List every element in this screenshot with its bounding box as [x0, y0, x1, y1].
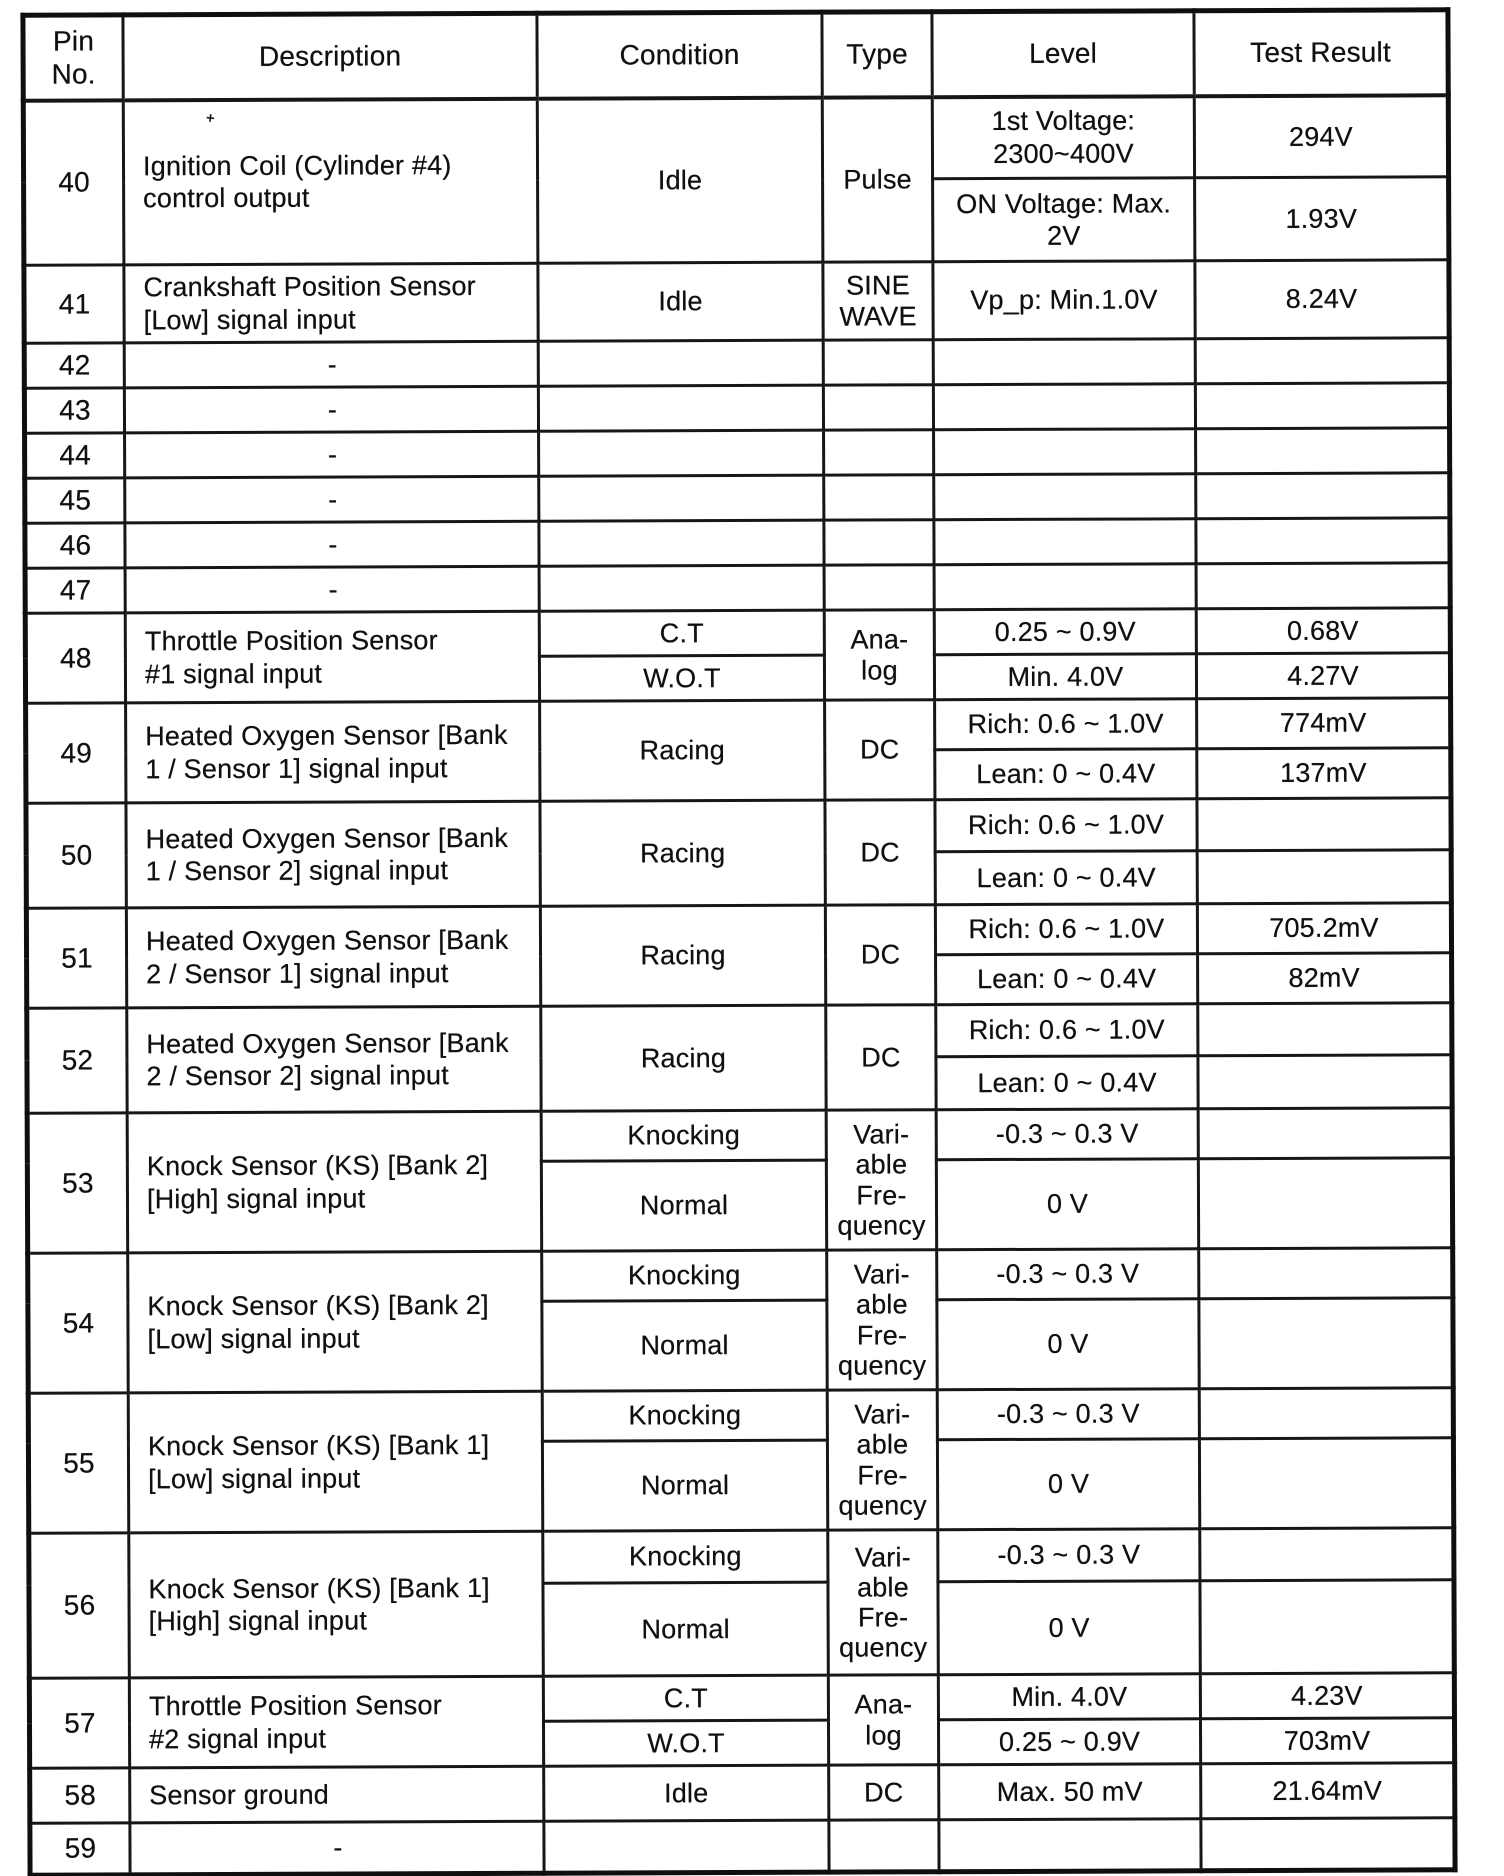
- description-cell-41: Crankshaft Position Sensor [Low] signal input: [124, 263, 538, 343]
- row-55: [28, 1388, 1453, 1443]
- result-cell-42: [1195, 338, 1449, 384]
- level-cell-47: [934, 564, 1196, 610]
- level-cell-48-1: 0.25 ~ 0.9V: [934, 609, 1196, 655]
- type-cell-43: [823, 385, 933, 430]
- pin-cell-51: 51: [26, 908, 126, 1008]
- scan-artifact-mark: +: [205, 109, 216, 128]
- condition-cell-55-2: Normal: [542, 1440, 827, 1531]
- row-53: [27, 1108, 1452, 1163]
- level-cell-51-1: Rich: 0.6 ~ 1.0V: [935, 904, 1197, 955]
- pin-cell-54: 54: [28, 1253, 129, 1393]
- level-cell-55-2: 0 V: [937, 1439, 1199, 1530]
- row-59: [30, 1818, 1455, 1875]
- pin-cell-43: 43: [24, 388, 124, 433]
- type-cell-47: [824, 565, 934, 610]
- row-50: [26, 798, 1451, 855]
- row-45: [25, 473, 1450, 523]
- level-cell-51-2: Lean: 0 ~ 0.4V: [936, 954, 1198, 1005]
- level-cell-40-2: ON Voltage: Max. 2V: [933, 178, 1195, 262]
- condition-cell-42: [538, 340, 823, 386]
- row-44: [25, 428, 1450, 478]
- pin-cell-45: 45: [25, 478, 125, 523]
- type-cell-55: Vari- able Fre- quency: [827, 1390, 938, 1530]
- row-42: [24, 338, 1449, 388]
- pin-cell-46: 46: [25, 523, 125, 568]
- type-cell-49: DC: [825, 700, 935, 800]
- result-cell-54-1: [1199, 1248, 1453, 1299]
- level-cell-54-1: -0.3 ~ 0.3 V: [937, 1249, 1199, 1300]
- column-header-pin-no: Pin No.: [23, 15, 123, 100]
- column-header-description: Description: [123, 13, 537, 100]
- result-cell-51-1: 705.2mV: [1197, 903, 1451, 954]
- pin-voltage-table: [20, 7, 1457, 1876]
- level-cell-54-2: 0 V: [937, 1299, 1199, 1390]
- description-cell-53: Knock Sensor (KS) [Bank 2] [High] signal input: [127, 1111, 542, 1253]
- level-cell-50-1: Rich: 0.6 ~ 1.0V: [935, 799, 1197, 852]
- level-cell-59: [939, 1819, 1201, 1872]
- condition-cell-48-1: C.T: [539, 610, 824, 656]
- condition-cell-43: [538, 385, 823, 431]
- result-cell-47: [1196, 563, 1450, 609]
- row-46: [25, 518, 1450, 568]
- condition-cell-54-2: Normal: [542, 1300, 827, 1391]
- level-cell-52-1: Rich: 0.6 ~ 1.0V: [936, 1004, 1198, 1057]
- type-cell-52: DC: [826, 1005, 936, 1110]
- level-cell-45: [934, 474, 1196, 520]
- type-cell-44: [824, 430, 934, 475]
- condition-cell-44: [539, 430, 824, 476]
- level-cell-56-1: -0.3 ~ 0.3 V: [938, 1529, 1200, 1582]
- description-cell-46: -: [125, 521, 539, 568]
- result-cell-41: 8.24V: [1195, 260, 1449, 339]
- row-54: [28, 1248, 1453, 1303]
- result-cell-40-1: 294V: [1194, 95, 1448, 178]
- result-cell-59: [1201, 1818, 1455, 1871]
- description-cell-50: Heated Oxygen Sensor [Bank 1 / Sensor 2] signal input: [126, 801, 540, 908]
- condition-cell-53-1: Knocking: [541, 1110, 826, 1161]
- condition-cell-59: [544, 1820, 829, 1873]
- description-cell-42: -: [124, 341, 538, 388]
- description-cell-40: Ignition Coil (Cylinder #4) control output: [123, 98, 538, 265]
- result-cell-46: [1196, 518, 1450, 564]
- condition-cell-58: Idle: [544, 1765, 829, 1821]
- row-56: [29, 1528, 1454, 1585]
- row-48: [25, 608, 1450, 658]
- result-cell-48-2: 4.27V: [1196, 653, 1450, 699]
- pin-cell-49: 49: [26, 703, 126, 803]
- result-cell-50-2: [1197, 850, 1451, 904]
- column-header-type: Type: [822, 12, 932, 97]
- row-49: [26, 698, 1451, 753]
- condition-cell-50: Racing: [540, 800, 825, 906]
- pin-cell-48: 48: [25, 613, 125, 703]
- condition-cell-57-1: C.T: [543, 1675, 828, 1721]
- type-cell-46: [824, 520, 934, 565]
- condition-cell-51: Racing: [540, 905, 825, 1006]
- description-cell-48: Throttle Position Sensor #1 signal input: [125, 611, 539, 703]
- pin-cell-59: 59: [30, 1823, 130, 1875]
- row-41: [24, 260, 1449, 343]
- condition-cell-49: Racing: [540, 700, 825, 801]
- description-cell-45: -: [125, 476, 539, 523]
- result-cell-56-1: [1200, 1528, 1454, 1581]
- pin-cell-42: 42: [24, 343, 124, 388]
- description-cell-59: -: [130, 1821, 544, 1875]
- pin-cell-40: 40: [23, 100, 124, 265]
- level-cell-40-1: 1st Voltage: 2300~400V: [932, 96, 1194, 179]
- type-cell-48: Ana- log: [824, 610, 934, 700]
- condition-cell-41: Idle: [538, 262, 823, 341]
- description-cell-51: Heated Oxygen Sensor [Bank 2 / Sensor 1] signal input: [126, 906, 540, 1008]
- type-cell-40: Pulse: [822, 97, 933, 262]
- description-cell-58: Sensor ground: [130, 1766, 544, 1823]
- level-cell-42: [933, 339, 1195, 385]
- result-cell-53-2: [1198, 1158, 1452, 1249]
- pin-cell-55: 55: [28, 1393, 129, 1533]
- level-cell-57-2: 0.25 ~ 0.9V: [938, 1719, 1200, 1765]
- condition-cell-55-1: Knocking: [542, 1390, 827, 1441]
- condition-cell-40: Idle: [537, 97, 823, 263]
- column-header-test-result: Test Result: [1194, 10, 1448, 96]
- result-cell-55-2: [1199, 1438, 1453, 1529]
- condition-cell-56-1: Knocking: [543, 1530, 828, 1583]
- result-cell-49-2: 137mV: [1197, 748, 1451, 799]
- row-51: [26, 903, 1451, 958]
- type-cell-41: SINE WAVE: [823, 262, 933, 340]
- pin-cell-44: 44: [25, 433, 125, 478]
- condition-cell-57-2: W.O.T: [543, 1720, 828, 1766]
- pin-cell-52: 52: [27, 1008, 127, 1113]
- result-cell-51-2: 82mV: [1198, 953, 1452, 1004]
- condition-cell-46: [539, 520, 824, 566]
- description-cell-43: -: [124, 386, 538, 433]
- pin-cell-53: 53: [27, 1113, 128, 1253]
- description-cell-57: Throttle Position Sensor #2 signal input: [129, 1676, 543, 1768]
- result-cell-49-1: 774mV: [1197, 698, 1451, 749]
- row-40: [23, 95, 1448, 182]
- level-cell-43: [933, 384, 1195, 430]
- result-cell-44: [1196, 428, 1450, 474]
- level-cell-52-2: Lean: 0 ~ 0.4V: [936, 1056, 1198, 1110]
- level-cell-56-2: 0 V: [938, 1581, 1200, 1675]
- condition-cell-47: [539, 565, 824, 611]
- pin-cell-50: 50: [26, 803, 126, 908]
- row-58: [30, 1763, 1455, 1823]
- description-cell-54: Knock Sensor (KS) [Bank 2] [Low] signal input: [128, 1251, 543, 1393]
- result-cell-52-2: [1198, 1055, 1452, 1109]
- result-cell-52-1: [1198, 1003, 1452, 1056]
- column-header-level: Level: [932, 11, 1194, 97]
- column-header-condition: Condition: [537, 12, 822, 98]
- type-cell-57: Ana- log: [828, 1675, 938, 1765]
- result-cell-43: [1195, 383, 1449, 429]
- type-cell-51: DC: [825, 905, 935, 1005]
- type-cell-59: [829, 1820, 939, 1872]
- condition-cell-54-1: Knocking: [542, 1250, 827, 1301]
- level-cell-46: [934, 519, 1196, 565]
- level-cell-44: [934, 429, 1196, 475]
- type-cell-42: [823, 340, 933, 385]
- level-cell-41: Vp_p: Min.1.0V: [933, 261, 1195, 340]
- description-cell-52: Heated Oxygen Sensor [Bank 2 / Sensor 2] signal input: [127, 1006, 541, 1113]
- type-cell-54: Vari- able Fre- quency: [827, 1250, 938, 1390]
- result-cell-50-1: [1197, 798, 1451, 851]
- condition-cell-53-2: Normal: [541, 1160, 826, 1251]
- pin-cell-41: 41: [24, 265, 124, 343]
- result-cell-55-1: [1199, 1388, 1453, 1439]
- pin-cell-56: 56: [29, 1533, 130, 1678]
- description-cell-47: -: [125, 566, 539, 613]
- type-cell-56: Vari- able Fre- quency: [828, 1530, 939, 1675]
- pin-cell-57: 57: [29, 1678, 129, 1768]
- level-cell-53-1: -0.3 ~ 0.3 V: [936, 1109, 1198, 1160]
- result-cell-56-2: [1200, 1580, 1454, 1674]
- result-cell-57-2: 703mV: [1200, 1718, 1454, 1764]
- level-cell-50-2: Lean: 0 ~ 0.4V: [935, 851, 1197, 905]
- level-cell-49-1: Rich: 0.6 ~ 1.0V: [935, 699, 1197, 750]
- level-cell-55-1: -0.3 ~ 0.3 V: [937, 1389, 1199, 1440]
- type-cell-50: DC: [825, 800, 935, 905]
- type-cell-53: Vari- able Fre- quency: [826, 1110, 937, 1250]
- level-cell-58: Max. 50 mV: [939, 1764, 1201, 1820]
- level-cell-57-1: Min. 4.0V: [938, 1674, 1200, 1720]
- row-57: [29, 1673, 1454, 1723]
- result-cell-53-1: [1198, 1108, 1452, 1159]
- row-43: [24, 383, 1449, 433]
- description-cell-49: Heated Oxygen Sensor [Bank 1 / Sensor 1] signal input: [126, 701, 540, 803]
- result-cell-58: 21.64mV: [1201, 1763, 1455, 1819]
- result-cell-48-1: 0.68V: [1196, 608, 1450, 654]
- row-47: [25, 563, 1450, 613]
- description-cell-44: -: [125, 431, 539, 478]
- row-52: [27, 1003, 1452, 1060]
- condition-cell-48-2: W.O.T: [539, 655, 824, 701]
- condition-cell-52: Racing: [541, 1005, 826, 1111]
- header-row: [23, 10, 1448, 100]
- result-cell-57-1: 4.23V: [1200, 1673, 1454, 1719]
- condition-cell-45: [539, 475, 824, 521]
- result-cell-54-2: [1199, 1298, 1453, 1389]
- description-cell-56: Knock Sensor (KS) [Bank 1] [High] signal input: [129, 1531, 544, 1678]
- result-cell-45: [1196, 473, 1450, 519]
- type-cell-45: [824, 475, 934, 520]
- level-cell-53-2: 0 V: [936, 1159, 1198, 1250]
- pin-cell-58: 58: [30, 1768, 130, 1823]
- pin-cell-47: 47: [25, 568, 125, 613]
- description-cell-55: Knock Sensor (KS) [Bank 1] [Low] signal input: [128, 1391, 543, 1533]
- type-cell-58: DC: [829, 1765, 939, 1820]
- result-cell-40-2: 1.93V: [1195, 177, 1449, 261]
- level-cell-49-2: Lean: 0 ~ 0.4V: [935, 749, 1197, 800]
- level-cell-48-2: Min. 4.0V: [934, 654, 1196, 700]
- condition-cell-56-2: Normal: [543, 1582, 828, 1676]
